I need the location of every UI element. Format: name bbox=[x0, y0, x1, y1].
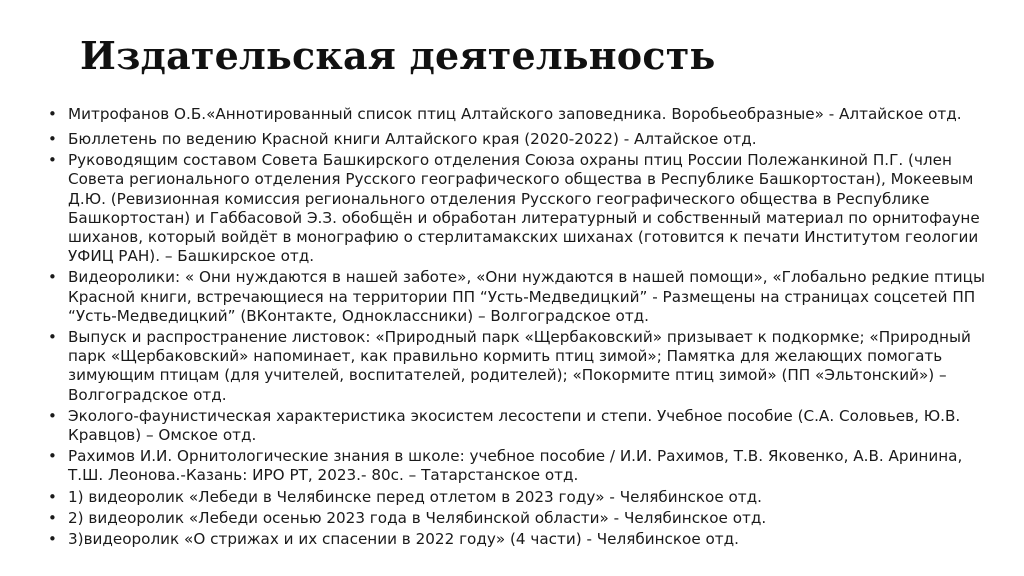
list-item-text: Выпуск и распространение листовок: «Природный парк «Щербаковский» призывает к подкормке; «Природный парк «Щербаковский» напоминает, как правильно кормить птиц зимой»; Памятка для желающих помогать зимующим птицам (для учителей, воспитателей, родителей); «Покормите птиц зимой» (ПП «Эльтонский») – Волгоградское отд. bbox=[68, 328, 971, 404]
list-item bbox=[48, 509, 988, 528]
bullet-icon: • bbox=[48, 530, 57, 549]
bullet-icon: • bbox=[48, 105, 57, 123]
list-item-text: Эколого-фаунистическая характеристика экосистем лесостепи и степи. Учебное пособие (С.А. Соловьев, Ю.В. Кравцов) – Омское отд. bbox=[68, 406, 961, 445]
list-item-text: 1) видеоролик «Лебеди в Челябинске перед отлетом в 2023 году» - Челябинское отд. bbox=[68, 487, 762, 506]
list-item bbox=[48, 407, 988, 445]
list-item-text: Видеоролики: « Они нуждаются в нашей заботе», «Они нуждаются в нашей помощи», «Глобально редкие птицы Красной книги, встречающиеся на территории ПП “Усть-Медведицкий” - Размещены на страницах соцсетей ПП “Усть-Медведицкий” (ВКонтакте, Одноклассники) – Волгоградское отд. bbox=[68, 268, 985, 325]
bullet-icon: • bbox=[48, 130, 57, 148]
list-item bbox=[48, 130, 988, 149]
list-item bbox=[48, 328, 988, 405]
list-item-text: 3)видеоролик «О стрижах и их спасении в 2022 году» (4 части) - Челябинское отд. bbox=[68, 530, 739, 549]
list-item-text: Бюллетень по ведению Красной книги Алтайского края (2020-2022) - Алтайское отд. bbox=[68, 130, 757, 148]
list-item bbox=[48, 268, 988, 326]
list-item bbox=[48, 530, 988, 549]
publication-list bbox=[48, 102, 988, 551]
list-item-text: Митрофанов О.Б.«Аннотированный список птиц Алтайского заповедника. Воробьеобразные» - Алтайское отд. bbox=[68, 105, 962, 123]
bullet-icon: • bbox=[48, 447, 57, 466]
bullet-icon: • bbox=[48, 328, 57, 347]
list-item bbox=[48, 447, 988, 485]
list-item bbox=[48, 488, 988, 507]
bullet-icon: • bbox=[48, 268, 57, 287]
list-item-text: Руководящим составом Совета Башкирского отделения Союза охраны птиц России Полежанкиной П.Г. (член Совета регионального отделения Русского географического общества в Республике Башкортостан), Мокеевым Д.Ю. (Ревизионная комиссия регионального отделения Русского географического общества в Республике Башкортостан) и Габбасовой Э.З. обобщён и обработан литературный и собственный материал по орнитофауне шиханов, который войдёт в монографию о стерлитамакских шиханах (готовится к печати Институтом геологии УФИЦ РАН). – Башкирское отд. bbox=[68, 151, 980, 266]
list-item-text: Рахимов И.И. Орнитологические знания в школе: учебное пособие / И.И. Рахимов, Т.В. Яковенко, А.В. Аринина, Т.Ш. Леонова.-Казань: ИРО РТ, 2023.- 80с. – Татарстанское отд. bbox=[68, 447, 963, 485]
list-item bbox=[48, 102, 988, 127]
bullet-icon: • bbox=[48, 406, 57, 425]
bullet-icon: • bbox=[48, 487, 57, 506]
bullet-icon: • bbox=[48, 508, 57, 527]
list-item bbox=[48, 151, 988, 266]
bullet-icon: • bbox=[48, 151, 57, 170]
slide-title: Издательская деятельность bbox=[80, 33, 716, 78]
list-item-text: 2) видеоролик «Лебеди осенью 2023 года в Челябинской области» - Челябинское отд. bbox=[68, 508, 767, 527]
